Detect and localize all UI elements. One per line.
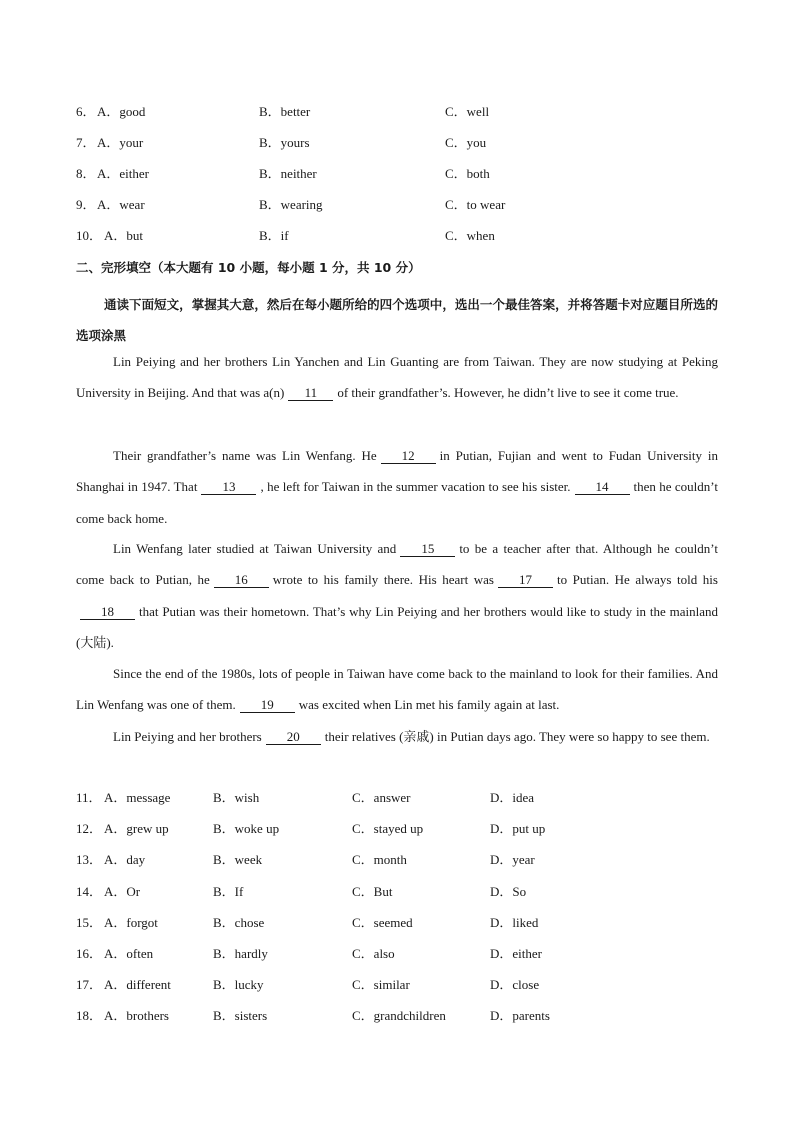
option-d: D．close — [490, 977, 540, 992]
option-c: C．But — [352, 884, 393, 899]
option-d: D．either — [490, 946, 542, 961]
section-heading: 二、完形填空（本大题有 10 小题，每小题 1 分，共 10 分） — [76, 260, 421, 275]
option-a: A．brothers — [104, 1008, 169, 1023]
blank-14: 14 — [575, 480, 630, 495]
option-b: B．if — [259, 228, 289, 243]
option-b: B．wish — [213, 790, 260, 805]
blank-17: 17 — [498, 573, 553, 588]
question-number: 18． — [76, 1008, 103, 1023]
option-b: B．week — [213, 852, 263, 867]
question-number: 8． — [76, 166, 96, 181]
option-a: A．either — [97, 166, 149, 181]
option-row-11 — [0, 788, 794, 808]
passage-paragraph-2: Their grandfather’s name was Lin Wenfang. He 12 in Putian, Fujian and went to Fudan University in Shanghai in 1947. That 13 , he left for Taiwan in the summer vacation to see his sister. 14 then he couldn’t come back home. — [76, 448, 718, 526]
option-row-14 — [0, 882, 794, 902]
option-row-17 — [0, 975, 794, 995]
question-number: 16． — [76, 946, 103, 961]
question-number: 10． — [76, 228, 103, 243]
option-a: A．day — [104, 852, 146, 867]
option-a: A．wear — [97, 197, 145, 212]
option-d: D．liked — [490, 915, 539, 930]
option-row-7 — [0, 133, 794, 153]
passage-paragraph-5: Lin Peiying and her brothers 20 their relatives (亲戚) in Putian days ago. They were so happy to see them. — [113, 729, 710, 744]
option-c: C．similar — [352, 977, 410, 992]
blank-19: 19 — [240, 698, 295, 713]
blank-15: 15 — [400, 542, 455, 557]
question-number: 11． — [76, 790, 102, 805]
question-number: 17． — [76, 977, 103, 992]
option-d: D．So — [490, 884, 527, 899]
blank-12: 12 — [381, 449, 436, 464]
blank-20: 20 — [266, 730, 321, 745]
blank-13: 13 — [201, 480, 256, 495]
option-row-12 — [0, 819, 794, 839]
option-b: B．wearing — [259, 197, 323, 212]
option-c: C．well — [445, 104, 490, 119]
option-a: A．grew up — [104, 821, 169, 836]
option-b: B．chose — [213, 915, 265, 930]
question-number: 7． — [76, 135, 96, 150]
option-b: B．hardly — [213, 946, 268, 961]
option-c: C．stayed up — [352, 821, 424, 836]
option-row-16 — [0, 944, 794, 964]
question-number: 15． — [76, 915, 103, 930]
question-number: 6． — [76, 104, 96, 119]
option-row-13 — [0, 850, 794, 870]
option-c: C．to wear — [445, 197, 506, 212]
question-number: 14． — [76, 884, 103, 899]
option-row-9 — [0, 195, 794, 215]
option-c: C．answer — [352, 790, 411, 805]
option-a: A．different — [104, 977, 171, 992]
option-c: C．both — [445, 166, 490, 181]
passage-paragraph-1: Lin Peiying and her brothers Lin Yanchen and Lin Guanting are from Taiwan. They are now studying at Peking University in Beijing. And that was a(n) 11 of their grandfather’s. However, he didn’t live to see it come true. — [76, 354, 718, 401]
option-c: C．month — [352, 852, 407, 867]
option-row-18 — [0, 1006, 794, 1026]
option-c: C．grandchildren — [352, 1008, 446, 1023]
question-number: 13． — [76, 852, 103, 867]
option-row-10 — [0, 226, 794, 246]
option-b: B．woke up — [213, 821, 280, 836]
passage-paragraph-3: Lin Wenfang later studied at Taiwan University and 15 to be a teacher after that. Although he couldn’t come back to Putian, he 16 wrote to his family there. His heart was 17 to Putian. He always told his18 that Putian was their hometown. That’s why Lin Peiying and her brothers would like to study in the mainland (大陆). — [76, 541, 718, 650]
blank-11: 11 — [288, 386, 333, 401]
option-a: A．forgot — [104, 915, 158, 930]
blank-18: 18 — [80, 605, 135, 620]
blank-16: 16 — [214, 573, 269, 588]
option-d: D．year — [490, 852, 535, 867]
option-b: B．lucky — [213, 977, 264, 992]
section-instruction: 通读下面短文，掌握其大意，然后在每小题所给的四个选项中，选出一个最佳答案，并将答题卡对应题目所选的选项涂黑 — [76, 297, 718, 344]
option-d: D．put up — [490, 821, 546, 836]
option-c: C．you — [445, 135, 487, 150]
option-row-15 — [0, 913, 794, 933]
option-row-6 — [0, 102, 794, 122]
option-row-8 — [0, 164, 794, 184]
option-c: C．when — [445, 228, 495, 243]
question-number: 9． — [76, 197, 96, 212]
option-d: D．parents — [490, 1008, 550, 1023]
option-a: A．good — [97, 104, 146, 119]
option-b: B．neither — [259, 166, 317, 181]
option-b: B．If — [213, 884, 244, 899]
option-a: A．but — [104, 228, 144, 243]
option-a: A．often — [104, 946, 154, 961]
option-c: C．also — [352, 946, 395, 961]
option-b: B．better — [259, 104, 311, 119]
option-a: A．message — [104, 790, 171, 805]
option-b: B．yours — [259, 135, 310, 150]
question-number: 12． — [76, 821, 103, 836]
passage-paragraph-4: Since the end of the 1980s, lots of people in Taiwan have come back to the mainland to look for their families. And Lin Wenfang was one of them. 19 was excited when Lin met his family again at last. — [76, 666, 718, 713]
option-a: A．your — [97, 135, 144, 150]
option-d: D．idea — [490, 790, 535, 805]
option-a: A．Or — [104, 884, 141, 899]
option-b: B．sisters — [213, 1008, 268, 1023]
option-c: C．seemed — [352, 915, 413, 930]
